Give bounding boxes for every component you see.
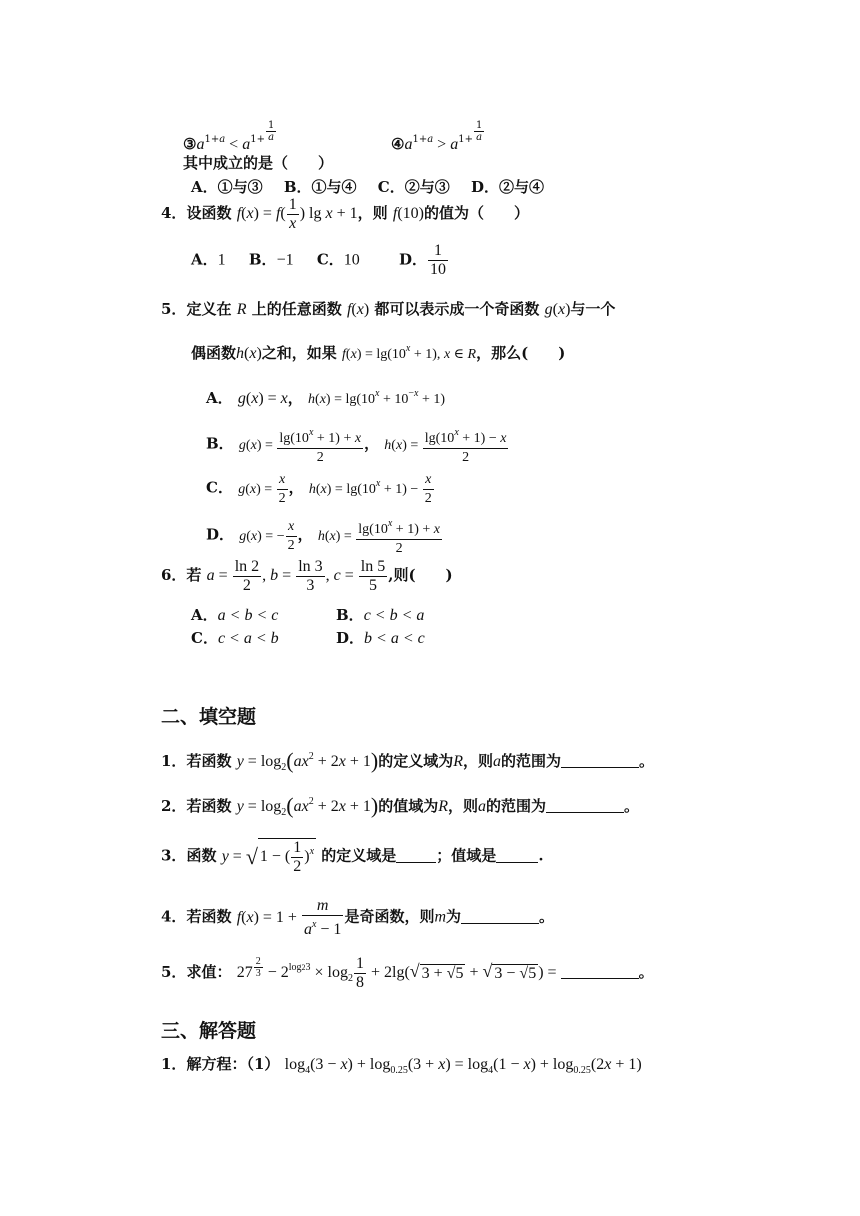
q5-choice-b: B． g(x) = $\frac{\lg(10^x + 1) + x}{2}$ ， h(x) = $\frac{\lg(10^x + 1) - x}{2}$ bbox=[206, 424, 509, 467]
q3-option-4: $④a^{1+a} > a^{1+ \frac{1}{a}}$ bbox=[391, 120, 483, 153]
s2-q3-mid: 的定义域是 bbox=[321, 846, 397, 865]
s2-q2-answer-blank[interactable] bbox=[546, 798, 624, 813]
s3-q1: 1．解方程：（1） $\log_4(3 - x) + \log_{0.25}(3 + x) = \log_4(1 - x) + \log_{0.25}(2x + 1)$ bbox=[161, 1055, 642, 1076]
s2-q3-domain-blank[interactable] bbox=[396, 848, 436, 863]
q4-stem-mid: ，则 bbox=[357, 204, 388, 223]
q4-choice-a-value: 1 bbox=[217, 251, 226, 269]
s2-q1-post: ，则 bbox=[463, 752, 494, 770]
s2-q3-number: 3． bbox=[161, 846, 187, 865]
s2-q3-pre: 函数 bbox=[186, 846, 217, 865]
q4-f10: f(10) bbox=[392, 205, 424, 223]
s2-q2-mid: 的值域为 bbox=[378, 797, 439, 815]
q5-line1-mid2: 都可以表示成一个奇函数 bbox=[374, 300, 540, 318]
s2-q3-end: . bbox=[538, 846, 544, 865]
q5-line1-post: 与一个 bbox=[570, 300, 616, 318]
q3-choices bbox=[191, 176, 544, 197]
q3-question-text: 其中成立的是（ ） bbox=[183, 154, 334, 172]
q5-line2-mid: 之和，如果 bbox=[261, 344, 337, 362]
q5-line2: 偶函数h(x)之和，如果 $f(x) = \lg(10^x + 1)$, x ∈ R，那么( ) bbox=[191, 343, 566, 362]
q5-line2-pre: 偶函数 bbox=[191, 344, 237, 362]
q3-choice-c: C．②与③ bbox=[377, 178, 450, 196]
q6-post: ,则( ) bbox=[388, 566, 453, 585]
s2-q2-post: ，则 bbox=[448, 797, 479, 815]
s2-q1-mid: 的定义域为 bbox=[378, 752, 454, 770]
s2-q1-answer-blank[interactable] bbox=[561, 753, 639, 768]
q4-choice-c-value: 10 bbox=[343, 251, 360, 269]
q4-choice-b-value: −1 bbox=[276, 251, 294, 269]
s2-q2-end: 。 bbox=[624, 797, 640, 815]
section3-title: 三、解答题 bbox=[161, 1020, 257, 1042]
s2-q2-number: 2． bbox=[161, 797, 187, 815]
q5-choice-b-label: B． bbox=[206, 434, 234, 453]
s2-q4-pre: 若函数 bbox=[186, 907, 232, 926]
q5-number: 5． bbox=[161, 300, 187, 318]
q6-choice-c-value: c < a < b bbox=[217, 630, 279, 647]
q5-choice-c-label: C． bbox=[206, 478, 233, 497]
q6-choice-b-label: B． bbox=[336, 606, 364, 624]
s2-q1-end: 。 bbox=[639, 752, 655, 770]
s2-q4-mid: 是奇函数，则 bbox=[344, 907, 435, 926]
q6-choice-c-label: C． bbox=[191, 629, 218, 647]
s2-q1-pre: 若函数 bbox=[186, 752, 232, 770]
q3-choice-d: D．②与④ bbox=[470, 178, 544, 196]
q6-stem: 6．若 a = $\frac{\ln 2}{2}$ , b = $\frac{\ln 3}{3}$ , c = $\frac{\ln 5}{5}$ ,则( ) bbox=[161, 558, 453, 594]
s2-q4: 4．若函数 f(x) = 1 + $\frac{m}{a^x - 1}$ 是奇函数，则m为 。 bbox=[161, 897, 555, 938]
q4-stem-pre: 设函数 bbox=[186, 204, 232, 223]
q4-choice-c-label: C． bbox=[316, 250, 344, 269]
q5-line2-post: ，那么( ) bbox=[476, 344, 566, 362]
q4-choices bbox=[191, 242, 449, 279]
q5-line1-mid1: 上的任意函数 bbox=[251, 300, 342, 318]
q6-choice-a-value: a < b < c bbox=[217, 607, 279, 624]
q3-opt3-label: ③ bbox=[183, 135, 197, 153]
s2-q5-number: 5． bbox=[161, 963, 187, 982]
q3-opt4-label: ④ bbox=[391, 135, 405, 153]
s2-q5-end: 。 bbox=[638, 963, 654, 982]
q6-choice-d-value: b < a < c bbox=[364, 630, 425, 647]
q4-number: 4． bbox=[161, 204, 187, 223]
q4-stem bbox=[161, 196, 529, 233]
s2-q2-tail: 的范围为 bbox=[486, 797, 547, 815]
s2-q2: 2．若函数 $y = \log_2(ax^2 + 2x + 1)$的值域为R，则a的范围为 。 bbox=[161, 793, 640, 818]
s2-q4-tail: 为 bbox=[446, 907, 462, 926]
q5-line1-pre: 定义在 bbox=[186, 300, 232, 318]
s2-q5: 5．求值： 27 $^{\frac{2}{3}}$ − $2^{log23} \times \log_2$ $\frac{1}{8}$ + 2lg(√ 3 + √5 + √ 3 − √5 ) = 。 bbox=[161, 955, 654, 991]
q4-function-def: f(x) = f( $\frac{1}{x}$ ) lg x + 1 bbox=[236, 196, 358, 232]
s3-q1-number: 1． bbox=[161, 1055, 187, 1073]
s2-q4-answer-blank[interactable] bbox=[461, 909, 539, 924]
q6-choice-a bbox=[191, 604, 278, 625]
q3-option-3: $③a^{1+a} < a^{1+ \frac{1}{a}}$ bbox=[183, 120, 275, 153]
q6-choice-c bbox=[191, 627, 279, 648]
s3-q1-pre: 解方程：（1） bbox=[186, 1055, 280, 1073]
q6-choice-a-label: A． bbox=[191, 606, 218, 624]
s2-q4-number: 4． bbox=[161, 907, 187, 926]
q5-choice-a: A． g(x) = x， $h(x) = \lg(10^x + 10^{-x} + 1)$ bbox=[206, 388, 446, 407]
q4-choice-d-label: D． bbox=[399, 250, 428, 269]
q5-choice-a-label: A． bbox=[206, 389, 233, 407]
s2-q1-tail: 的范围为 bbox=[501, 752, 562, 770]
s2-q2-pre: 若函数 bbox=[186, 797, 232, 815]
s2-q1: 1．若函数 $y = \log_2(ax^2 + 2x + 1)$的定义域为R，则a的范围为 。 bbox=[161, 748, 655, 773]
q4-choice-a-label: A． bbox=[191, 250, 218, 269]
s2-q1-number: 1． bbox=[161, 752, 187, 770]
q5-choice-d-label: D． bbox=[206, 525, 235, 544]
q4-choice-b-label: B． bbox=[248, 250, 277, 269]
q4-choice-d-value: $\frac{1}{10}$ bbox=[430, 242, 447, 278]
q6-choice-b bbox=[336, 604, 424, 625]
q5-line1: 5．定义在 R 上的任意函数 f(x) 都可以表示成一个奇函数 g(x)与一个 bbox=[161, 300, 616, 318]
q6-choice-d-label: D． bbox=[336, 629, 365, 647]
q4-stem-post: 的值为（ ） bbox=[424, 204, 530, 223]
q3-choice-b: B．①与④ bbox=[283, 178, 357, 196]
s2-q5-answer-blank[interactable] bbox=[561, 964, 639, 979]
q6-number: 6．若 bbox=[161, 566, 202, 585]
q6-choice-b-value: c < b < a bbox=[363, 607, 425, 624]
q3-choice-a: A．①与③ bbox=[191, 178, 263, 196]
s2-q3: 3．函数 y = √ 1 − ( $\frac{1}{2}$ )$^x$ 的定义域是 ；值域是 . bbox=[161, 839, 544, 875]
s2-q3-mid2: ；值域是 bbox=[436, 846, 497, 865]
q5-choice-d: D． g(x) = − $\frac{x}{2}$ ， h(x) = $\frac{\lg(10^x + 1) + x}{2}$ bbox=[206, 515, 443, 558]
s2-q4-end: 。 bbox=[539, 907, 555, 926]
q3-question bbox=[183, 152, 333, 173]
s2-q5-pre: 求值： bbox=[186, 963, 232, 982]
section2-title: 二、填空题 bbox=[161, 706, 257, 728]
q6-choice-d bbox=[336, 627, 425, 648]
s2-q3-range-blank[interactable] bbox=[496, 848, 538, 863]
q5-choice-c: C． g(x) = $\frac{x}{2}$ ， $h(x) = \lg(10^x + 1)$ − $\frac{x}{2}$ bbox=[206, 472, 432, 506]
